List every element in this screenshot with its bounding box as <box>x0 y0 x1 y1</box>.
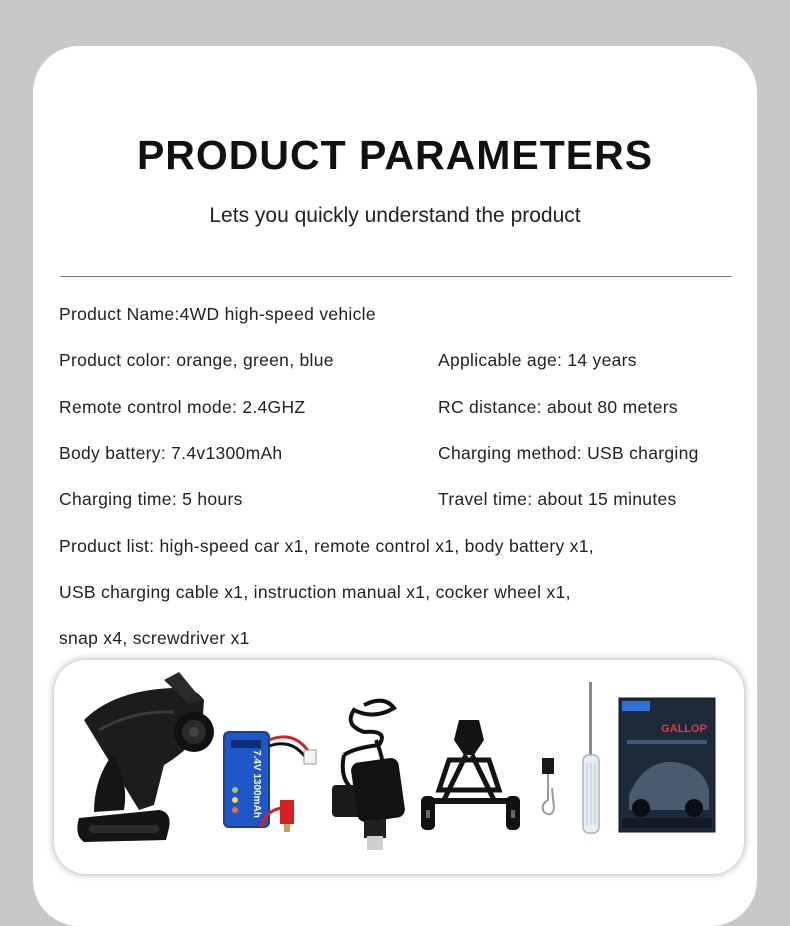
spec-product-list-line3: snap x4, screwdriver x1 <box>59 628 250 648</box>
body-clip-image <box>542 758 554 814</box>
page-subtitle: Lets you quickly understand the product <box>209 204 581 227</box>
included-items-photo <box>54 660 744 874</box>
remote-control-image <box>77 672 214 842</box>
wheelie-bar-image <box>421 720 520 830</box>
screwdriver-image <box>583 682 599 833</box>
spec-body-battery: Body battery: 7.4v1300mAh <box>59 443 283 463</box>
battery-label: 7.4V 1300mAh <box>251 750 262 818</box>
spec-rc-distance: RC distance: about 80 meters <box>438 397 678 417</box>
spec-charging-method: Charging method: USB charging <box>438 443 699 463</box>
spec-travel-time: Travel time: about 15 minutes <box>438 489 677 509</box>
battery-pack-image <box>224 732 316 832</box>
instruction-manual-image <box>619 698 715 832</box>
spec-product-color: Product color: orange, green, blue <box>59 350 334 370</box>
manual-title: GALLOP <box>661 723 707 735</box>
page-title: PRODUCT PARAMETERS <box>136 132 654 178</box>
spec-charging-time: Charging time: 5 hours <box>59 489 243 509</box>
spec-applicable-age: Applicable age: 14 years <box>438 350 637 370</box>
spec-product-name: Product Name:4WD high-speed vehicle <box>59 304 376 324</box>
spec-product-list-line2: USB charging cable x1, instruction manual x1, cocker wheel x1, <box>59 582 571 602</box>
spec-product-list-line1: Product list: high-speed car x1, remote control x1, body battery x1, <box>59 536 594 556</box>
usb-cable-image <box>332 701 406 850</box>
divider-line <box>60 276 732 277</box>
included-items-illustration <box>54 660 744 874</box>
spec-remote-mode: Remote control mode: 2.4GHZ <box>59 397 306 417</box>
